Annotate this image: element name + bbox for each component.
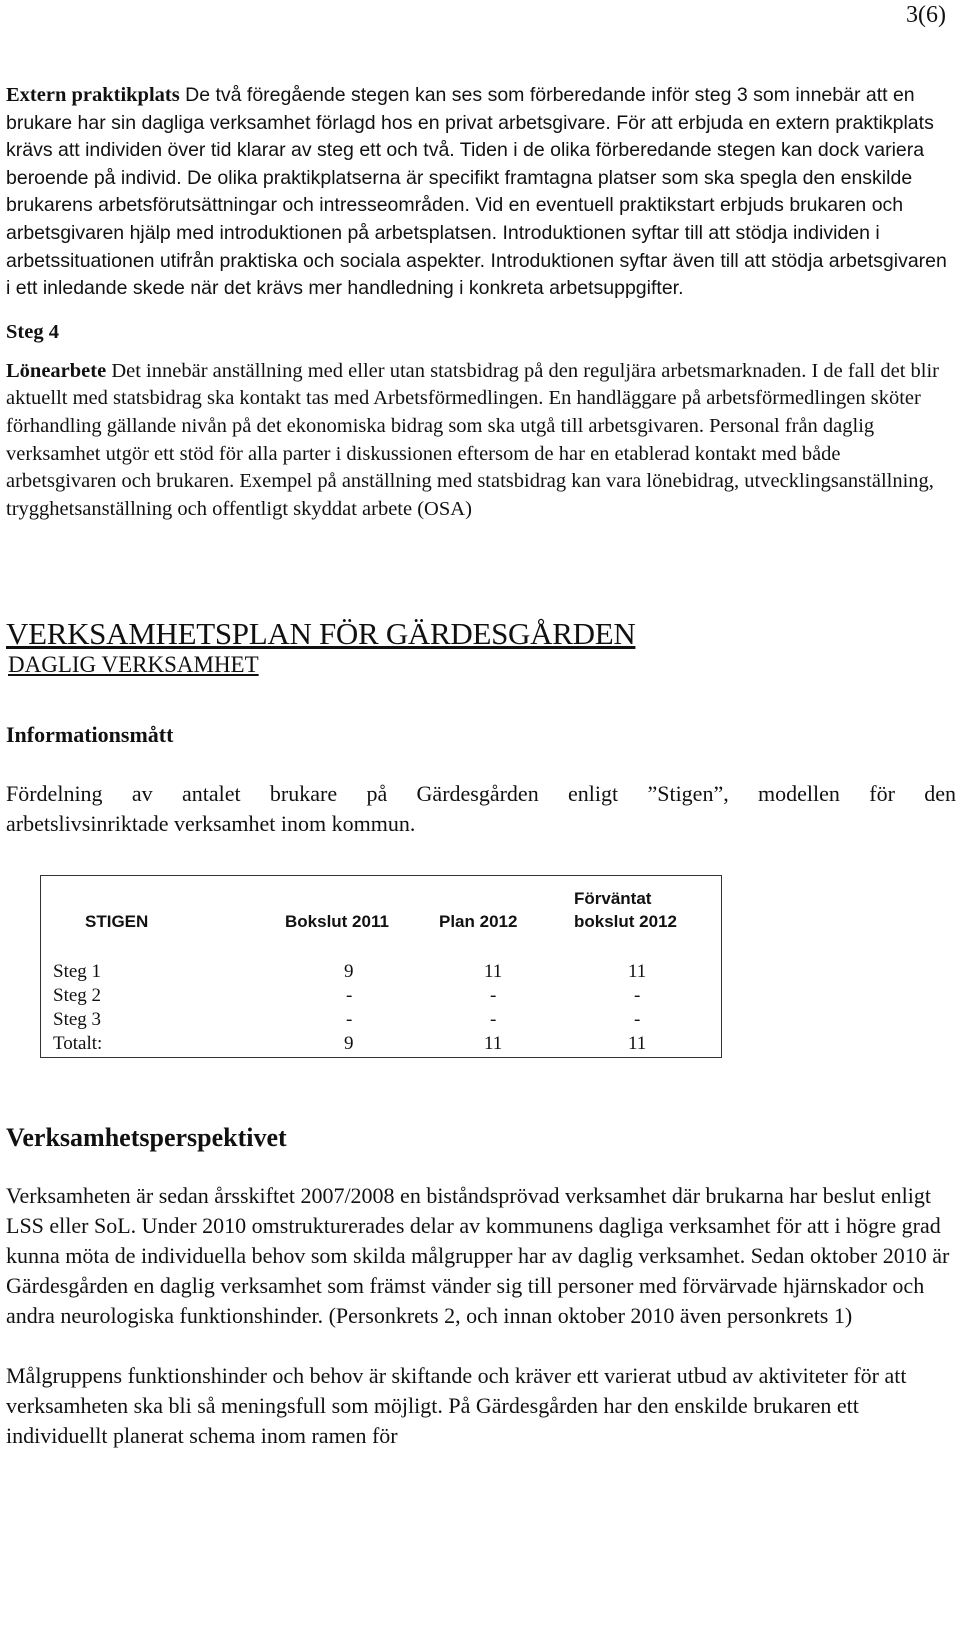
table-cell-label: Steg 2 [53, 985, 102, 1007]
lonearbete-lead: Lönearbete [6, 359, 107, 382]
table-cell-plan-2012: 11 [484, 1033, 503, 1055]
perspektiv-paragraph-1: Verksamheten är sedan årsskiftet 2007/2008 en biståndsprövad verksamhet där brukarna har beslut enligt LSS eller SoL. Under 2010 omstrukturerades delar av kommunens dagliga verksamhet för att i högre grad kunna möta de individuella behov som skilda målgrupper har av daglig verksamhet. Sedan oktober 2010 är Gärdesgården en daglig verksamhet som främst vänder sig till personer med förvärvade hjärnskador och andra neurologiska funktionshinder. (Personkrets 2, och innan oktober 2010 även personkrets 1) [6, 1183, 950, 1329]
table-cell-bokslut-2011: 9 [344, 1033, 354, 1055]
document-body [6, 82, 956, 1451]
table-cell-forvantat-2012: 11 [628, 1033, 647, 1055]
extern-praktikplats-lead: Extern praktikplats [6, 84, 180, 106]
table-cell-plan-2012: 11 [484, 961, 503, 983]
table-header-plan-2012: Plan 2012 [439, 912, 518, 932]
stigen-table [40, 875, 722, 1058]
table-header-bokslut-2012: bokslut 2012 [574, 912, 677, 932]
table-cell-bokslut-2011: - [346, 985, 353, 1007]
table-cell-plan-2012: - [490, 1009, 497, 1031]
table-cell-label: Steg 1 [53, 961, 102, 983]
verksamhetsplan-title: VERKSAMHETSPLAN FÖR GÄRDESGÅRDEN [6, 616, 636, 652]
table-header-bokslut-2011: Bokslut 2011 [285, 912, 389, 932]
steg4-heading: Steg 4 [6, 320, 59, 343]
table-header-forvantat: Förväntat [574, 889, 652, 909]
table-cell-label: Steg 3 [53, 1009, 102, 1031]
table-cell-forvantat-2012: - [634, 1009, 641, 1031]
extern-praktikplats-paragraph [6, 82, 956, 303]
verksamhetsperspektivet-heading: Verksamhetsperspektivet [6, 1123, 287, 1153]
table-header-stigen: STIGEN [85, 912, 149, 932]
informationsmatt-line1: Fördelning av antalet brukare på Gärdesgården enligt ”Stigen”, modellen för den [6, 781, 956, 807]
extern-praktikplats-text: De två föregående stegen kan ses som förberedande inför steg 3 som innebär att en brukare har sin dagliga verksamhet förlagd hos en privat arbetsgivare. För att erbjuda en extern praktikplats krävs att individen över tid klarar av steg ett och två. Tiden i de olika förberedande stegen kan dock variera beroende på individ. De olika praktikplatserna är specifikt framtagna platser som ska spegla den enskilde brukarens arbetsförutsättningar och intresseområden. Vid en eventuell praktikstart erbjuds brukaren och arbetsgivaren hjälp med introduktionen på arbetsplatsen. Introduktionen syftar till att stödja individen i arbetssituationen utifrån praktiska och sociala aspekter. Introduktionen syftar även till att stödja arbetsgivaren i ett inledande skede när det krävs mer handledning i konkreta arbetsuppgifter. [6, 84, 947, 300]
table-cell-bokslut-2011: - [346, 1009, 353, 1031]
perspektiv-paragraph-2: Målgruppens funktionshinder och behov är skiftande och kräver ett varierat utbud av aktiviteter för att verksamheten ska bli så meningsfull som möjligt. På Gärdesgården har den enskilde brukaren ett individuellt planerat schema inom ramen för [6, 1363, 907, 1449]
table-cell-bokslut-2011: 9 [344, 961, 354, 983]
daglig-verksamhet-subtitle: DAGLIG VERKSAMHET [8, 652, 259, 678]
informationsmatt-heading: Informationsmått [6, 722, 174, 748]
lonearbete-paragraph [6, 358, 956, 524]
table-cell-label: Totalt: [53, 1033, 103, 1055]
table-cell-plan-2012: - [490, 985, 497, 1007]
table-cell-forvantat-2012: 11 [628, 961, 647, 983]
informationsmatt-line2: arbetslivsinriktade verksamhet inom kommun. [6, 811, 416, 837]
table-cell-forvantat-2012: - [634, 985, 641, 1007]
lonearbete-text: Det innebär anställning med eller utan statsbidrag på den reguljära arbetsmarknaden. I de fall det blir aktuellt med statsbidrag ska kontakt tas med Arbetsförmedlingen. En handläggare på arbetsförmedlingen sköter förhandling gällande nivån på det ekonomiska bidrag som ska utgå till arbetsgivaren. Personal från daglig verksamhet utgör ett stöd för alla parter i diskussionen eftersom de har en etablerad kontakt med både arbetsgivaren och brukaren. Exempel på anställning med statsbidrag kan vara lönebidrag, utvecklingsanställning, trygghetsanställning och offentligt skyddat arbete (OSA) [6, 359, 939, 520]
page-number: 3(6) [906, 2, 946, 28]
